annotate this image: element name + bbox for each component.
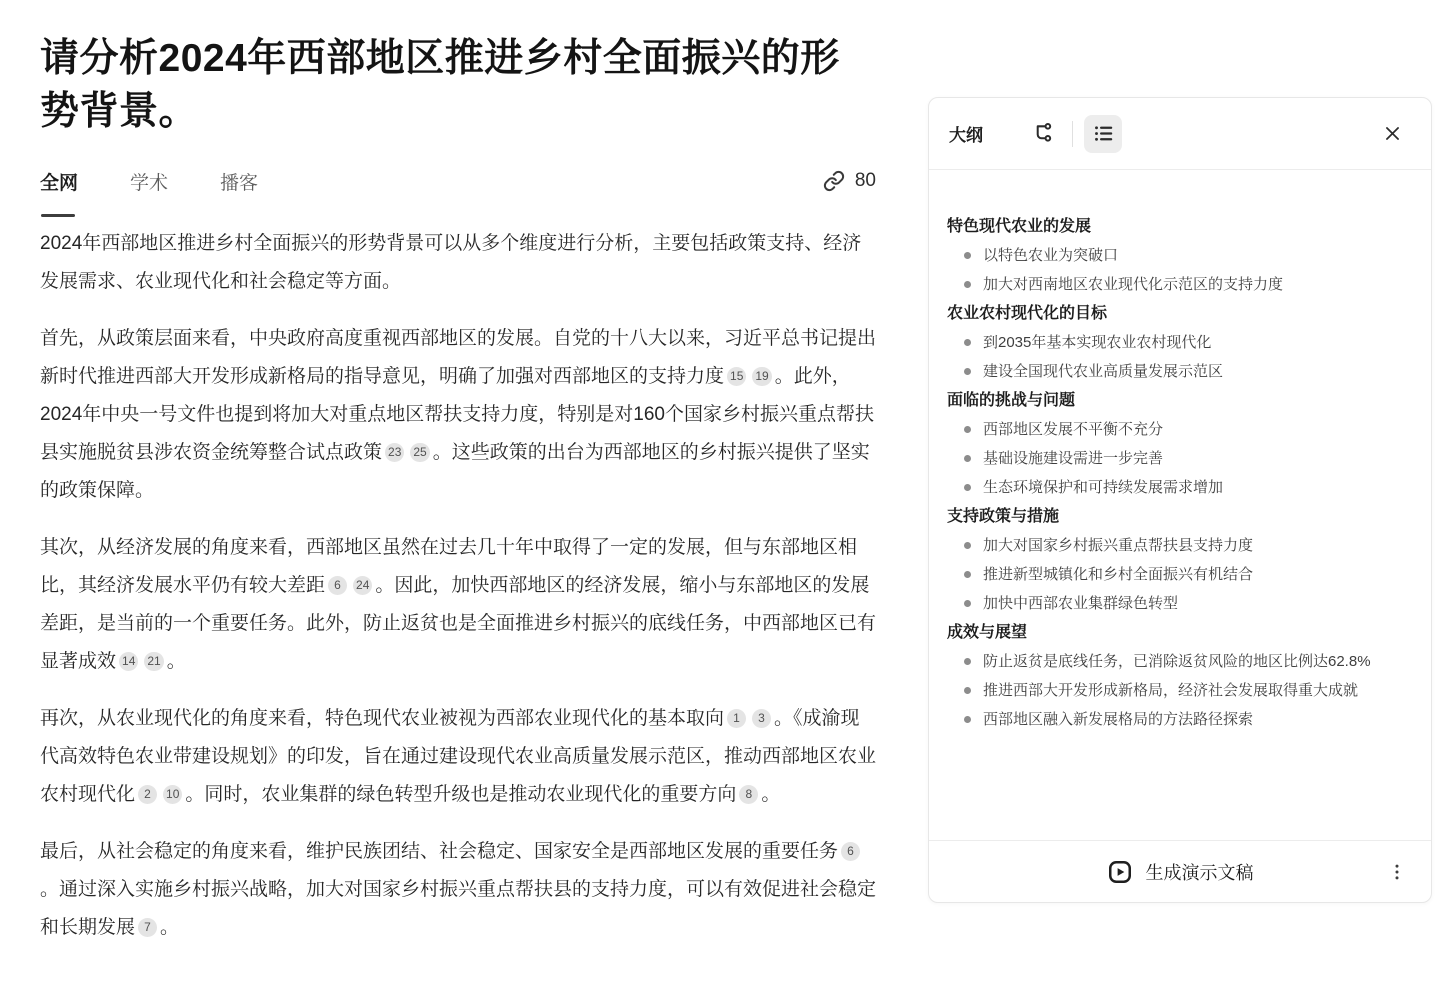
tab-academic[interactable]: 学术 — [130, 173, 169, 194]
paragraph-text: 。通过深入实施乡村振兴战略，加大对国家乡村振兴重点帮扶县的支持力度，可以有效促进社会稳定和长期发展 — [40, 879, 877, 938]
answer-body — [40, 225, 876, 947]
paragraph-text: 首先，从政策层面来看，中央政府高度重视西部地区的发展。自党的十八大以来，习近平总书记提出新时代推进西部大开发形成新格局的指导意见，明确了加强对西部地区的支持力度 — [40, 328, 877, 387]
outline-item: 西部地区融入新发展格局的方法路径探索 — [947, 705, 1411, 734]
paragraph-text: 其次，从经济发展的角度来看，西部地区虽然在过去几十年中取得了一定的发展，但与东部地区相比，其经济发展水平仍有较大差距 — [40, 537, 858, 596]
generate-presentation-label: 生成演示文稿 — [1145, 862, 1254, 883]
outline-section-heading: 支持政策与措施 — [947, 508, 1060, 525]
play-icon — [1107, 859, 1133, 885]
paragraph — [40, 225, 876, 301]
paragraph-text: 。 — [761, 784, 781, 805]
paragraph-text: 。 — [160, 917, 180, 938]
outline-item: 加大对西南地区农业现代化示范区的支持力度 — [947, 270, 1411, 299]
paragraph-text: 。《成渝现代高效特色农业带建设规划》的印发，旨在通过建设现代农业高质量发展示范区，推动西部地区农业农村现代化 — [40, 708, 877, 805]
mindmap-view-button[interactable] — [1023, 115, 1061, 153]
kebab-icon — [1387, 862, 1407, 882]
outline-item-list — [947, 415, 1411, 502]
citation-badge[interactable]: 6 — [328, 576, 347, 595]
outline-item: 建设全国现代农业高质量发展示范区 — [947, 357, 1411, 386]
citation-badge[interactable]: 23 — [385, 443, 404, 462]
outline-item: 推进新型城镇化和乡村全面振兴有机结合 — [947, 560, 1411, 589]
outline-item: 西部地区发展不平衡不充分 — [947, 415, 1411, 444]
tab-web[interactable]: 全网 — [40, 168, 78, 217]
citation-badge[interactable]: 8 — [739, 785, 758, 804]
sources-count-button[interactable] — [823, 168, 876, 192]
outline-section-heading: 特色现代农业的发展 — [947, 218, 1092, 235]
outline-list — [929, 170, 1431, 840]
citation-badge[interactable]: 19 — [752, 367, 771, 386]
list-view-button[interactable] — [1084, 115, 1122, 153]
citation-badge[interactable]: 3 — [752, 709, 771, 728]
paragraph — [40, 833, 876, 947]
outline-item: 到2035年基本实现农业农村现代化 — [947, 328, 1411, 357]
more-options-button[interactable] — [1379, 854, 1415, 890]
answer-column — [40, 32, 876, 966]
outline-item: 以特色农业为突破口 — [947, 241, 1411, 270]
close-icon — [1383, 124, 1402, 143]
outline-item: 加快中西部农业集群绿色转型 — [947, 589, 1411, 618]
citation-badge[interactable]: 15 — [727, 367, 746, 386]
paragraph — [40, 320, 876, 510]
citation-badge[interactable]: 14 — [119, 652, 138, 671]
outline-panel — [928, 97, 1432, 903]
outline-item: 基础设施建设需进一步完善 — [947, 444, 1411, 473]
paragraph-text: 2024年西部地区推进乡村全面振兴的形势背景可以从多个维度进行分析，主要包括政策支持、经济发展需求、农业现代化和社会稳定等方面。 — [40, 233, 862, 292]
header-divider — [1072, 121, 1073, 147]
paragraph-text: 。因此，加快西部地区的经济发展，缩小与东部地区的发展差距，是当前的一个重要任务。此外，防止返贫也是全面推进乡村振兴的底线任务，中西部地区已有显著成效 — [40, 575, 877, 672]
citation-badge[interactable]: 24 — [353, 576, 372, 595]
outline-section-heading: 农业农村现代化的目标 — [947, 305, 1108, 322]
outline-item: 加大对国家乡村振兴重点帮扶县支持力度 — [947, 531, 1411, 560]
citation-badge[interactable]: 21 — [144, 652, 163, 671]
outline-title: 大纲 — [949, 126, 983, 145]
close-button[interactable] — [1373, 115, 1411, 153]
citation-badge[interactable]: 1 — [727, 709, 746, 728]
citation-badge[interactable]: 2 — [138, 785, 157, 804]
outline-item-list — [947, 241, 1411, 299]
paragraph — [40, 700, 876, 814]
paragraph-text: 。 — [166, 651, 186, 672]
outline-item: 防止返贫是底线任务，已消除返贫风险的地区比例达62.8% — [947, 647, 1411, 676]
sources-count-value: 80 — [854, 170, 876, 191]
citation-badge[interactable]: 7 — [138, 918, 157, 937]
outline-item: 生态环境保护和可持续发展需求增加 — [947, 473, 1411, 502]
outline-item-list — [947, 647, 1411, 734]
outline-panel-footer — [929, 840, 1431, 902]
outline-section-heading: 面临的挑战与问题 — [947, 392, 1076, 409]
citation-badge[interactable]: 6 — [841, 842, 860, 861]
question-title: 请分析2024年西部地区推进乡村全面振兴的形势背景。 — [40, 37, 840, 133]
paragraph — [40, 529, 876, 681]
mindmap-icon — [1031, 122, 1054, 145]
generate-presentation-button[interactable] — [1107, 859, 1254, 885]
citation-badge[interactable]: 25 — [410, 443, 429, 462]
paragraph-text: 再次，从农业现代化的角度来看，特色现代农业被视为西部农业现代化的基本取向 — [40, 708, 725, 729]
list-icon — [1092, 122, 1115, 145]
paragraph-text: 最后，从社会稳定的角度来看，维护民族团结、社会稳定、国家安全是西部地区发展的重要任务 — [40, 841, 839, 862]
paragraph-text: 。这些政策的出台为西部地区的乡村振兴提供了坚实的政策保障。 — [40, 442, 870, 501]
outline-panel-header — [929, 98, 1431, 170]
citation-badge[interactable]: 10 — [163, 785, 182, 804]
outline-item: 推进西部大开发形成新格局，经济社会发展取得重大成就 — [947, 676, 1411, 705]
paragraph-text: 。此外，2024年中央一号文件也提到将加大对重点地区帮扶支持力度，特别是对160个国家乡村振兴重点帮扶县实施脱贫县涉农资金统筹整合试点政策 — [40, 366, 874, 463]
outline-section-heading: 成效与展望 — [947, 624, 1028, 641]
link-icon — [823, 170, 845, 192]
outline-item-list — [947, 328, 1411, 386]
source-tabs — [40, 168, 876, 217]
paragraph-text: 。同时，农业集群的绿色转型升级也是推动农业现代化的重要方向 — [185, 784, 737, 805]
outline-item-list — [947, 531, 1411, 618]
tab-podcast[interactable]: 播客 — [220, 173, 259, 194]
